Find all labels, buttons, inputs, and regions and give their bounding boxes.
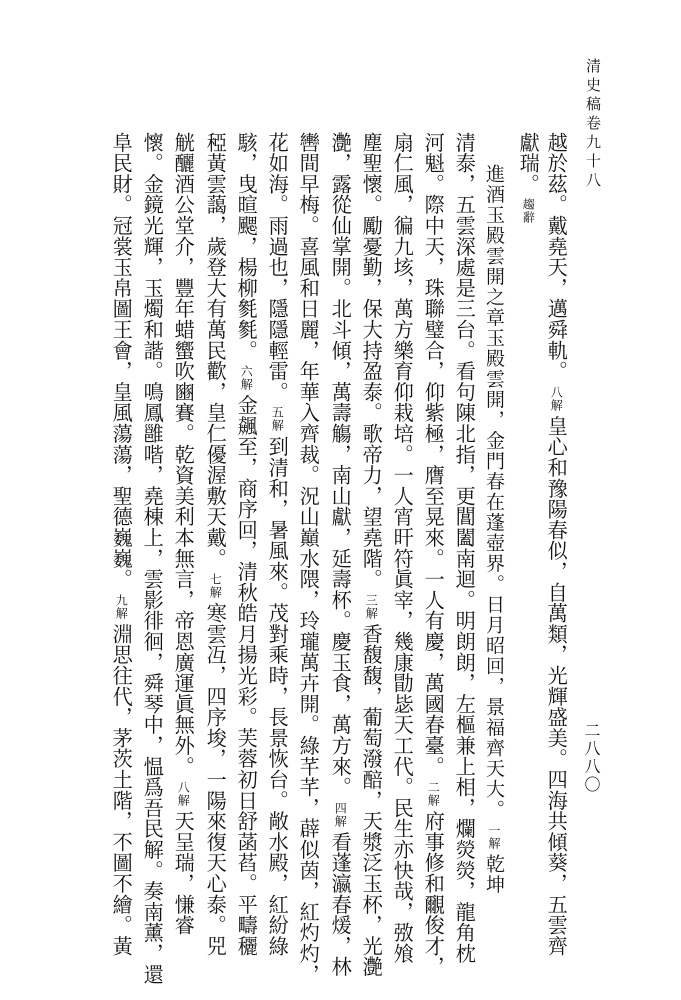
text-segment: 寒雲冱，四序埈，一陽來復天心泰。 bbox=[203, 602, 228, 936]
text-segment: 喜風和日麗，年華入齊裁。 bbox=[296, 236, 321, 486]
text-segment: 一人宵旰符眞宰，幾康勖毖天工代。 bbox=[390, 464, 415, 798]
text-segment: 明朗朗，左樞兼上相，爛熒熒，龍角枕 bbox=[452, 610, 477, 965]
text-column-10 bbox=[265, 132, 290, 957]
text-column-3 bbox=[484, 164, 503, 895]
text-segment: 淵思往代，茅茨土階，不圖不繪。 bbox=[109, 623, 134, 936]
text-column-7 bbox=[359, 132, 384, 978]
text-segment: 戴堯天，邁舜軌。 bbox=[544, 215, 569, 382]
text-column-2 bbox=[516, 132, 541, 228]
section-marker: 趨辭 bbox=[521, 198, 536, 225]
text-segment: 金飆至，商序回，清秋皓月揚光彩。 bbox=[234, 394, 259, 728]
text-segment: 進酒玉殿雲開之章 bbox=[483, 164, 505, 328]
text-segment: 日月昭回，景福齊天大。 bbox=[483, 594, 505, 820]
text-segment: 香馥馥，葡萄潑醅，天漿泛玉杯，光灔 bbox=[359, 623, 384, 978]
text-segment: 河魁。 bbox=[421, 132, 446, 195]
text-column-14 bbox=[140, 132, 165, 985]
text-segment: 越於茲。 bbox=[544, 132, 569, 216]
section-marker: 五解 bbox=[270, 406, 285, 433]
text-segment: 金鏡光輝，玉燭和諧。 bbox=[140, 173, 165, 382]
text-segment: 花如海。 bbox=[265, 132, 290, 216]
text-segment: 黃 bbox=[109, 935, 134, 957]
text-segment: 看蓬瀛春煖，林 bbox=[328, 831, 353, 978]
text-segment: 雨過也，隱隱輕雷。 bbox=[265, 215, 290, 403]
text-column-1 bbox=[544, 132, 569, 957]
section-marker: 三解 bbox=[364, 593, 379, 620]
text-segment: 綠芊芊，薜似茵，紅灼灼， bbox=[296, 735, 321, 985]
section-marker: 九解 bbox=[114, 593, 129, 620]
text-segment: 獻瑞。 bbox=[516, 132, 541, 195]
section-marker: 一解 bbox=[487, 824, 501, 850]
section-marker: 四解 bbox=[333, 801, 348, 828]
text-segment: 皇心和豫陽春似，自萬類，光輝盛美。 bbox=[544, 415, 569, 770]
text-column-4 bbox=[452, 132, 477, 965]
text-segment: 茂對乘時，長景恢台。 bbox=[265, 602, 290, 811]
text-segment: 玉殿雲開，金門春在蓬壺界。 bbox=[483, 328, 505, 595]
text-segment: 四海共傾葵，五雲齊 bbox=[544, 769, 569, 957]
section-marker: 八解 bbox=[549, 385, 564, 412]
text-segment: 觥釃酒公堂介，豐年蜡蠁吹豳賽。 bbox=[171, 132, 196, 444]
text-segment: 一人有慶，萬國春臺。 bbox=[421, 568, 446, 777]
page-number: 二八八〇 bbox=[582, 722, 601, 794]
text-segment: 民生亦快哉，㢸飧 bbox=[390, 797, 415, 965]
text-column-8 bbox=[328, 132, 353, 978]
text-segment: 轡間早梅。 bbox=[296, 132, 321, 236]
text-segment: 阜民財。 bbox=[109, 132, 134, 216]
text-segment: 懷。 bbox=[140, 132, 165, 174]
text-column-15 bbox=[109, 132, 134, 957]
text-segment: 冠裳玉帛圖王會，皇風蕩蕩，聖德巍巍。 bbox=[109, 215, 134, 590]
text-segment: 塵聖懷。 bbox=[359, 132, 384, 216]
text-column-12 bbox=[203, 132, 228, 957]
text-segment: 歌帝力，望堯階。 bbox=[359, 423, 384, 590]
text-segment: 灔，露從仙掌開。 bbox=[328, 132, 353, 299]
text-column-5 bbox=[421, 132, 446, 978]
text-column-13 bbox=[171, 132, 196, 936]
text-segment: 看句陳北指，更閶闔南迴。 bbox=[452, 360, 477, 611]
text-segment: 勵憂勤，保大持盈泰。 bbox=[359, 215, 384, 424]
text-segment: 奏南薰，還 bbox=[140, 880, 165, 985]
running-title: 清史稿卷九十八 bbox=[584, 58, 602, 191]
text-segment: 兕 bbox=[203, 935, 228, 957]
section-marker: 七解 bbox=[208, 572, 223, 599]
text-segment: 乾資美利本無言，帝恩廣運眞無外。 bbox=[171, 444, 196, 777]
text-segment: 天呈瑞，慊睿 bbox=[171, 810, 196, 936]
text-column-6 bbox=[390, 132, 415, 965]
text-segment: 芙蓉初日舒菡萏。 bbox=[234, 727, 259, 895]
text-segment: 北斗傾，萬壽觴，南山獻，延壽杯。 bbox=[328, 298, 353, 632]
section-marker: 二解 bbox=[426, 780, 441, 807]
text-segment: 乾坤 bbox=[483, 854, 505, 895]
text-column-11 bbox=[234, 132, 259, 957]
text-segment: 況山巔水隈，玲瓏萬卉開。 bbox=[296, 485, 321, 736]
text-segment: 府事修和覼俊才， bbox=[421, 810, 446, 978]
text-segment: 慶玉食，萬方來。 bbox=[328, 631, 353, 798]
text-segment: 扇仁風，徧九垓，萬方樂育仰栽培。 bbox=[390, 132, 415, 465]
text-segment: 平疇穲 bbox=[234, 894, 259, 957]
text-segment: 稏黃雲藹，歲登大有萬民歡，皇仁優渥敷天戴。 bbox=[203, 132, 228, 569]
text-segment: 鳴鳳雝喈，堯棟上，雲影徘徊，舜琴中，愠爲吾民解。 bbox=[140, 381, 165, 881]
text-column-9 bbox=[296, 132, 321, 985]
text-segment: 駭，曳暄颸，楊柳毿毿。 bbox=[234, 132, 259, 361]
text-segment: 清泰，五雲深處是三台。 bbox=[452, 132, 477, 361]
text-segment: 到清和，暑風來。 bbox=[265, 436, 290, 603]
section-marker: 六解 bbox=[239, 364, 254, 391]
text-segment: 敞水殿，紅紛綠 bbox=[265, 810, 290, 957]
text-segment: 際中天，珠聯璧合，仰紫極，膺至晃來。 bbox=[421, 194, 446, 569]
section-marker: 八解 bbox=[176, 780, 191, 807]
